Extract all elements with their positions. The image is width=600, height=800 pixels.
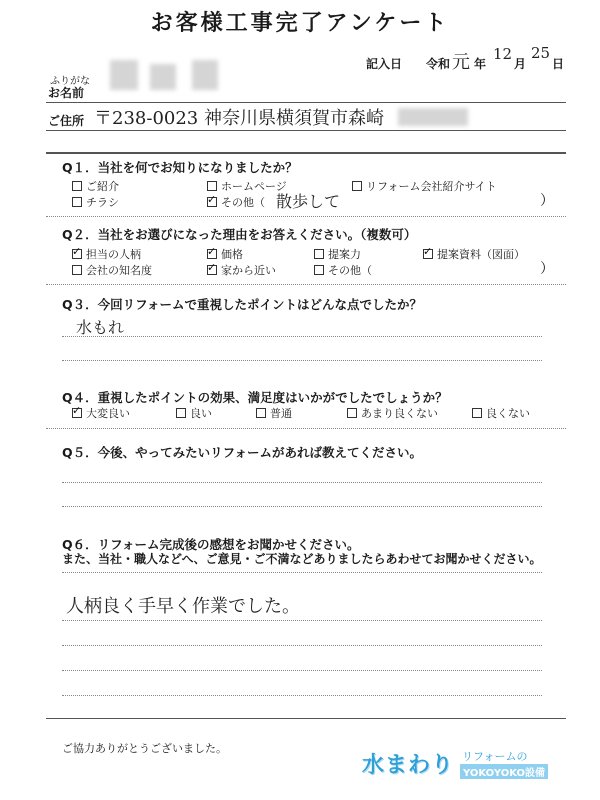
- bottom-divider: [46, 718, 566, 719]
- date-month: 12: [493, 45, 513, 63]
- answer-line: [62, 360, 542, 361]
- q1-question: Q１．当社を何でお知りになりましたか？: [62, 160, 298, 175]
- q2-option-nearby[interactable]: ✓ 家から近い: [207, 262, 276, 278]
- checkbox-checked[interactable]: [72, 408, 82, 418]
- name-label: お名前: [48, 86, 85, 100]
- date-label: 記入日: [366, 57, 403, 71]
- survey-title: お客様工事完了アンケート: [150, 11, 450, 36]
- name-underline: [46, 102, 566, 103]
- answer-line: [62, 572, 542, 573]
- checkbox[interactable]: [256, 408, 266, 418]
- name-redaction-1: [110, 60, 138, 90]
- divider: [46, 284, 566, 285]
- checkbox[interactable]: [72, 265, 82, 275]
- q2-option-other[interactable]: その他（: [314, 262, 372, 278]
- checkbox[interactable]: [72, 181, 82, 191]
- q3-answer: 水もれ: [76, 318, 125, 337]
- answer-line: [62, 482, 542, 483]
- year-unit: 年: [474, 57, 487, 71]
- address-label: ご住所: [48, 114, 85, 128]
- q6-question: Q６．リフォーム完成後の感想をお聞かせください。: [62, 537, 360, 552]
- q2-option-staff[interactable]: ✓ 担当の人柄: [72, 246, 141, 262]
- month-unit: 月: [514, 57, 527, 71]
- q2-question: Q２．当社をお選びになった理由をお答えください。（複数可）: [62, 227, 417, 242]
- q5-question: Q５．今後、やってみたいリフォームがあれば教えてください。: [62, 445, 423, 460]
- name-redaction-3: [192, 60, 218, 90]
- q4-option-good[interactable]: 良い: [176, 405, 212, 421]
- date-day: 25: [531, 44, 551, 62]
- checkbox[interactable]: [314, 265, 324, 275]
- date-year: 元: [452, 52, 470, 73]
- q1-other-answer: 散歩して: [276, 192, 341, 211]
- q1-close-paren: ）: [540, 193, 554, 209]
- divider: [46, 216, 566, 217]
- answer-line: [62, 670, 542, 671]
- checkbox-checked[interactable]: [423, 249, 433, 259]
- q4-option-normal[interactable]: 普通: [256, 405, 292, 421]
- logo-sub2: YOKOYOKO設備: [460, 764, 548, 779]
- q1-option-reform-site[interactable]: リフォーム会社紹介サイト: [352, 178, 497, 194]
- name-redaction-2: [150, 64, 176, 90]
- checkbox[interactable]: [207, 181, 217, 191]
- checkbox[interactable]: [347, 408, 357, 418]
- q1-option-other[interactable]: ✓ その他（: [207, 194, 265, 210]
- q4-option-very-good[interactable]: ✓ 大変良い: [72, 405, 130, 421]
- checkbox-checked[interactable]: [207, 249, 217, 259]
- answer-line: [62, 336, 542, 337]
- checkbox[interactable]: [352, 181, 362, 191]
- answer-line: [62, 506, 542, 507]
- q4-question: Q４．重視したポイントの効果、満足度はいかがでしたでしょうか？: [62, 390, 448, 405]
- era-label: 令和: [426, 57, 451, 71]
- logo-sub1: リフォームの: [462, 750, 528, 763]
- checkbox-checked[interactable]: [207, 265, 217, 275]
- furigana-label: ふりがな: [50, 76, 90, 87]
- q2-option-proposal[interactable]: 提案力: [314, 246, 361, 262]
- q2-option-price[interactable]: ✓ 価格: [207, 246, 243, 262]
- checkbox[interactable]: [472, 408, 482, 418]
- q1-option-flyer[interactable]: チラシ: [72, 194, 119, 210]
- q1-option-referral[interactable]: ご紹介: [72, 178, 119, 194]
- divider: [46, 428, 566, 429]
- checkbox[interactable]: [314, 249, 324, 259]
- q3-question: Q３．今回リフォームで重視したポイントはどんな点でしたか？: [62, 297, 423, 312]
- address-value: 〒238-0023 神奈川県横須賀市森崎: [94, 108, 384, 129]
- section-divider: [46, 152, 566, 154]
- q2-option-drawings[interactable]: ✓ 提案資料（図面）: [423, 246, 525, 262]
- q2-option-fame[interactable]: 会社の知名度: [72, 262, 152, 278]
- thanks-text: ご協力ありがとうございました。: [62, 742, 227, 755]
- checkbox[interactable]: [72, 197, 82, 207]
- answer-line: [62, 620, 542, 621]
- q4-option-bad[interactable]: 良くない: [472, 405, 530, 421]
- checkbox-checked[interactable]: [72, 249, 82, 259]
- checkbox-checked[interactable]: [207, 197, 217, 207]
- q2-close-paren: ）: [540, 261, 554, 277]
- answer-line: [62, 645, 542, 646]
- checkbox[interactable]: [176, 408, 186, 418]
- address-redaction: [398, 108, 468, 126]
- q6-question-line2: また、当社・職人などへ、ご意見・ご不満などありましたらあわせてお聞かせください。: [62, 552, 542, 566]
- q1-option-homepage[interactable]: ホームページ: [207, 178, 287, 194]
- day-unit: 日: [552, 57, 565, 71]
- address-underline: [46, 130, 566, 131]
- logo-main: 水まわり: [362, 753, 455, 778]
- q6-answer: 人柄良く手早く作業でした。: [66, 596, 300, 617]
- q4-option-not-so-good[interactable]: あまり良くない: [347, 405, 438, 421]
- answer-line: [62, 695, 542, 696]
